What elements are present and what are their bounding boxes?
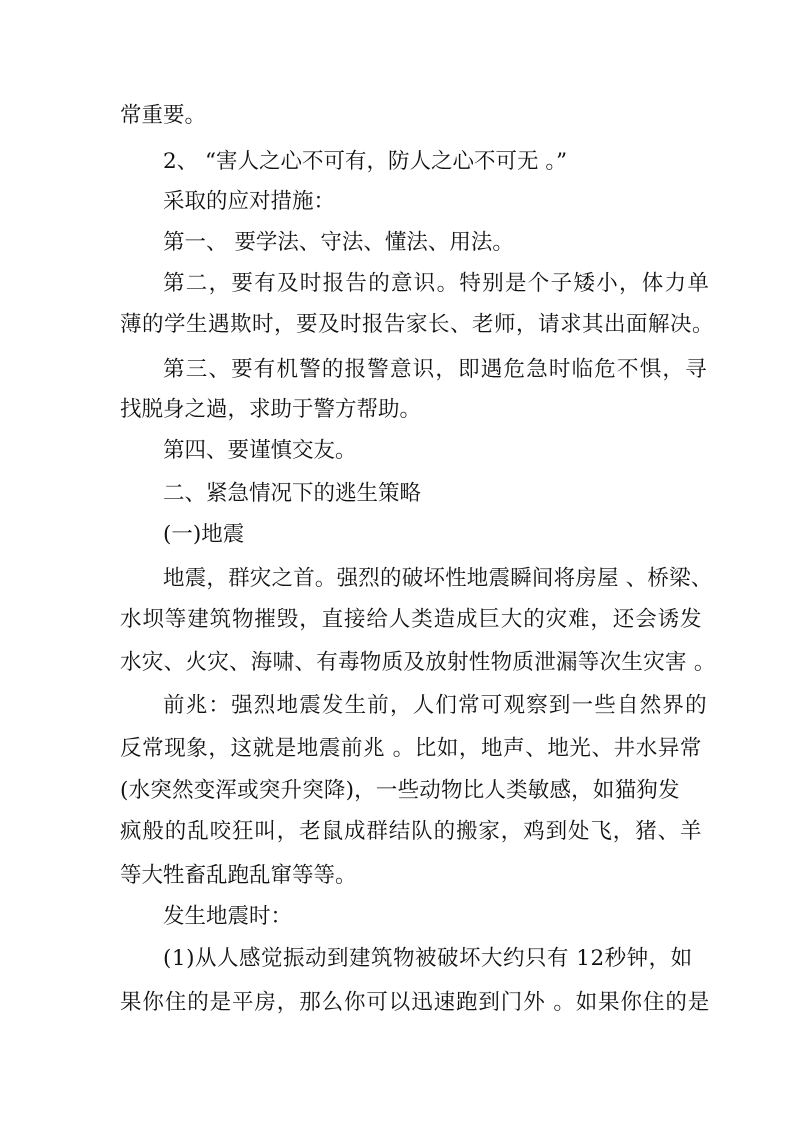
text-line: 前兆：强烈地震发生前，人们常可观察到一些自然界的 (163, 693, 708, 718)
text-line: 发生地震时： (163, 904, 293, 929)
text-line: 等大牲畜乱跑乱窜等等。 (120, 863, 357, 888)
text-line: (水突然变浑或突升突降)，一些动物比人类敏感，如猫狗发 (120, 778, 680, 803)
text-line: 找脱身之過，求助于警方帮助。 (120, 397, 422, 422)
text-line: 薄的学生遇欺时，要及时报告家长、老师，请求其出面解决。 (120, 312, 715, 337)
text-line: 常重要。 (120, 103, 207, 128)
text-line: 第一、 要学法、守法、懂法、用法。 (163, 230, 514, 255)
text-line: 2、 “害人之心不可有，防人之心不可无 。” (163, 149, 568, 174)
subsection-heading: (一)地震 (163, 522, 245, 547)
text-line: 第三、要有机警的报警意识，即遇危急时临危不惧，寻 (163, 357, 708, 382)
section-heading: 二、紧急情况下的逃生策略 (163, 481, 422, 506)
text-line: 第四、要谨慎交友。 (163, 438, 357, 463)
text-line: (1)从人感觉振动到建筑物被破坏大约只有 12秒钟，如 (163, 946, 693, 971)
text-line: 水灾、火灾、海啸、有毒物质及放射性物质泄漏等次生灾害 。 (120, 650, 716, 675)
text-line: 地震，群灾之首。强烈的破坏性地震瞬间将房屋 、桥梁、 (163, 566, 713, 591)
text-line: 采取的应对措施： (163, 189, 336, 214)
text-line: 水坝等建筑物摧毁，直接给人类造成巨大的灾难，还会诱发 (120, 607, 703, 632)
text-line: 果你住的是平房，那么你可以迅速跑到门外 。如果你住的是 (120, 990, 711, 1015)
text-line: 第二，要有及时报告的意识。特别是个子矮小，体力单 (163, 271, 711, 296)
text-line: 疯般的乱咬狂叫，老鼠成群结队的搬家，鸡到处飞，猪、羊 (120, 819, 703, 844)
text-line: 反常现象，这就是地震前兆 。比如，地声、地光、井水异常 (120, 736, 703, 761)
